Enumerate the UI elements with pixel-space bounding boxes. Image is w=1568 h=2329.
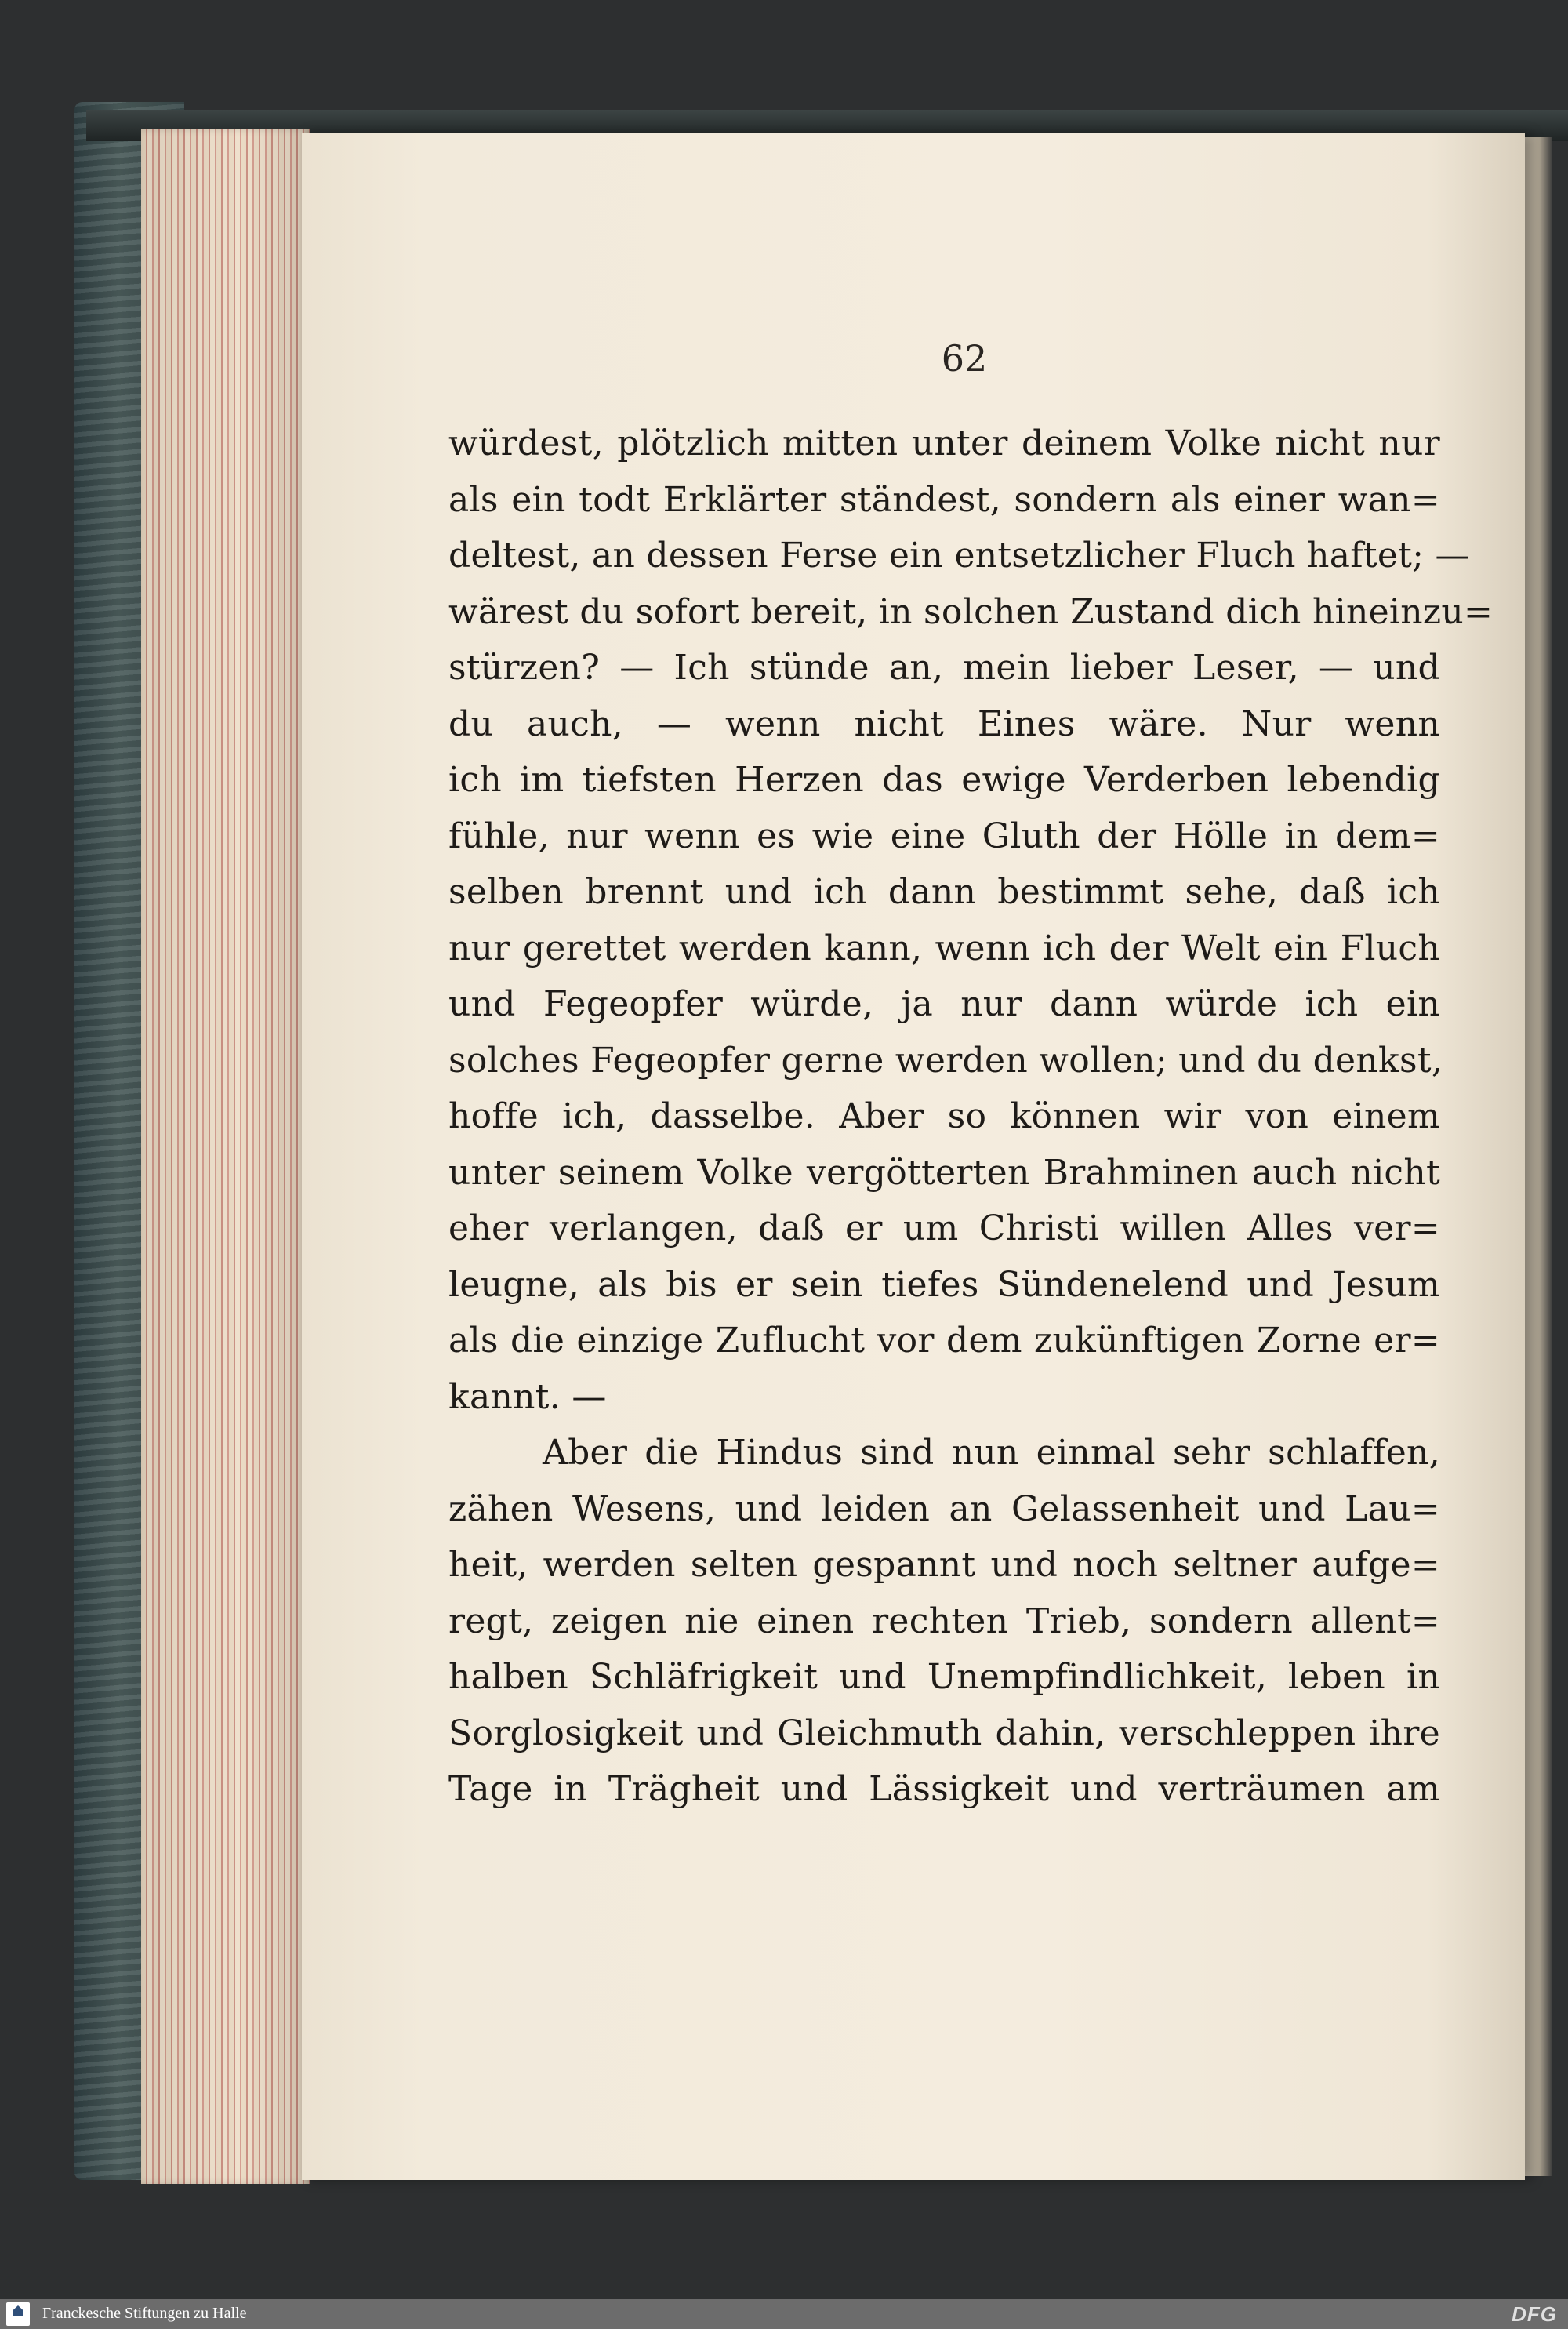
text-line: hoffe ich, dasselbe. Aber so können wir von einem: [448, 1096, 1440, 1136]
text-line: unter seinem Volke vergötterten Brahminen auch nicht: [448, 1152, 1440, 1193]
text-line: selben brennt und ich dann bestimmt sehe, daß ich: [448, 872, 1440, 912]
text-line: ich im tiefsten Herzen das ewige Verderben lebendig: [448, 760, 1440, 800]
text-line: nur gerettet werden kann, wenn ich der Welt ein Fluch: [448, 928, 1440, 968]
text-line: als ein todt Erklärter ständest, sondern als einer wan=: [448, 479, 1440, 520]
text-line: Sorglosigkeit und Gleichmuth dahin, verschleppen ihre: [448, 1713, 1440, 1753]
text-line: zähen Wesens, und leiden an Gelassenheit und Lau=: [448, 1488, 1440, 1529]
text-line: halben Schläfrigkeit und Unempfindlichkeit, leben in: [448, 1657, 1440, 1697]
text-line: würdest, plötzlich mitten unter deinem Volke nicht nur: [448, 423, 1440, 463]
text-line: wärest du sofort bereit, in solchen Zustand dich hineinzu=: [448, 591, 1494, 632]
page-number: 62: [941, 337, 988, 380]
institution-logo-icon: [6, 2302, 30, 2326]
text-line: und Fegeopfer würde, ja nur dann würde ich ein: [448, 984, 1440, 1024]
text-line: als die einzige Zuflucht vor dem zukünftigen Zorne er=: [448, 1321, 1440, 1361]
text-line: regt, zeigen nie einen rechten Trieb, sondern allent=: [448, 1601, 1440, 1641]
text-line: du auch, — wenn nicht Eines wäre. Nur wenn: [448, 703, 1440, 744]
institution-name: Franckesche Stiftungen zu Halle: [42, 2305, 247, 2322]
text-line: kannt. —: [448, 1376, 607, 1417]
text-line: stürzen? — Ich stünde an, mein lieber Leser, — und: [448, 648, 1440, 688]
page-gutter-shadow: [1521, 137, 1552, 2176]
text-line: leugne, als bis er sein tiefes Sündenelend und Jesum: [448, 1264, 1440, 1305]
viewer-footer-bar: [0, 2299, 1568, 2329]
funder-logo-text: DFG: [1512, 2302, 1557, 2326]
text-line-paragraph-start: Aber die Hindus sind nun einmal sehr schlaffen,: [543, 1433, 1440, 1473]
text-line: fühle, nur wenn es wie eine Gluth der Hölle in dem=: [448, 816, 1440, 856]
text-line: solches Fegeopfer gerne werden wollen; und du denkst,: [448, 1040, 1443, 1081]
text-line: eher verlangen, daß er um Christi willen Alles ver=: [448, 1208, 1440, 1248]
text-line: heit, werden selten gespannt und noch seltner aufge=: [448, 1545, 1440, 1585]
page-body-text: [448, 416, 1494, 1818]
page-stack-edges: [141, 129, 310, 2184]
text-line: deltest, an dessen Ferse ein entsetzlicher Fluch haftet; —: [448, 536, 1470, 576]
text-line: Tage in Trägheit und Lässigkeit und verträumen am: [448, 1769, 1440, 1809]
